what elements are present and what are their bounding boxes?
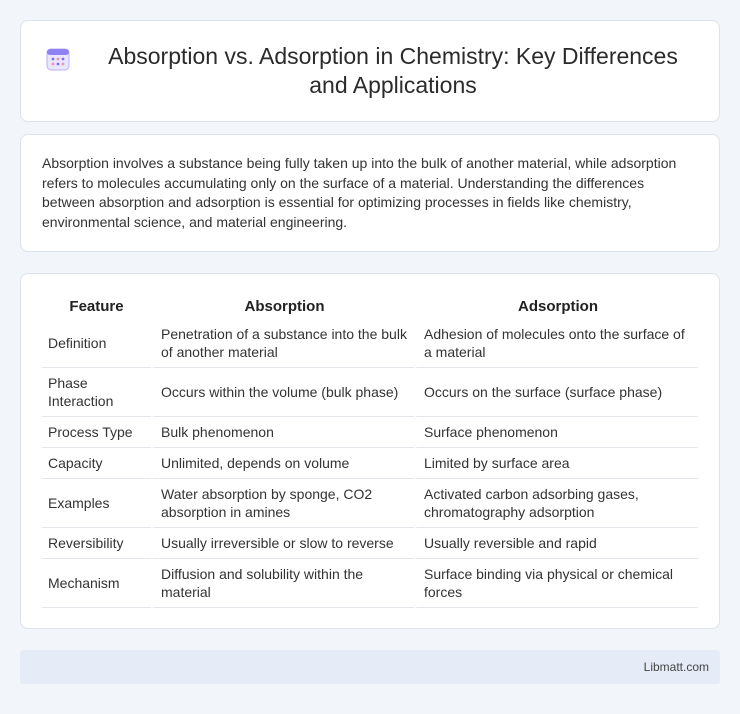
calendar-icon: [45, 46, 71, 72]
table-row: [42, 368, 698, 417]
row-absorption: Unlimited, depends on volume: [151, 448, 414, 479]
table-header-row: [42, 293, 698, 319]
row-absorption: Usually irreversible or slow to reverse: [151, 528, 414, 559]
row-feature: Process Type: [42, 417, 151, 448]
row-feature: Phase Interaction: [42, 368, 151, 417]
footer-brand-link[interactable]: Libmatt.com: [643, 660, 709, 674]
table-row: [42, 479, 698, 528]
row-adsorption: Surface binding via physical or chemical forces: [414, 559, 698, 608]
header-adsorption: Adsorption: [414, 293, 698, 319]
row-feature: Examples: [42, 479, 151, 528]
table-row: [42, 319, 698, 368]
row-adsorption: Adhesion of molecules onto the surface of a material: [414, 319, 698, 368]
row-absorption: Water absorption by sponge, CO2 absorption in amines: [151, 479, 414, 528]
title-wrap: [45, 42, 695, 100]
header-absorption: Absorption: [151, 293, 414, 319]
row-absorption: Penetration of a substance into the bulk of another material: [151, 319, 414, 368]
row-feature: Reversibility: [42, 528, 151, 559]
row-adsorption: Limited by surface area: [414, 448, 698, 479]
page-title: Absorption vs. Adsorption in Chemistry: Key Differences and Applications: [108, 43, 678, 98]
table-row: [42, 528, 698, 559]
row-absorption: Bulk phenomenon: [151, 417, 414, 448]
row-absorption: Diffusion and solubility within the material: [151, 559, 414, 608]
table-row: [42, 417, 698, 448]
intro-paragraph: Absorption involves a substance being fully taken up into the bulk of another material, while adsorption refers to molecules accumulating only on the surface of a material. Understanding the differences between absorption and adsorption is essential for optimizing processes in fields like chemistry, environmental science, and material engineering.: [42, 155, 677, 230]
intro-card: [20, 134, 720, 252]
row-adsorption: Surface phenomenon: [414, 417, 698, 448]
table-row: [42, 448, 698, 479]
footer: [20, 650, 720, 684]
row-adsorption: Activated carbon adsorbing gases, chromatography adsorption: [414, 479, 698, 528]
header-feature: Feature: [69, 298, 124, 315]
row-feature: Definition: [42, 319, 151, 368]
comparison-table: [42, 293, 698, 608]
row-adsorption: Occurs on the surface (surface phase): [414, 368, 698, 417]
comparison-card: [20, 273, 720, 629]
row-adsorption: Usually reversible and rapid: [414, 528, 698, 559]
row-absorption: Occurs within the volume (bulk phase): [151, 368, 414, 417]
row-feature: Capacity: [42, 448, 151, 479]
row-feature: Mechanism: [42, 559, 151, 608]
table-row: [42, 559, 698, 608]
title-card: [20, 20, 720, 122]
